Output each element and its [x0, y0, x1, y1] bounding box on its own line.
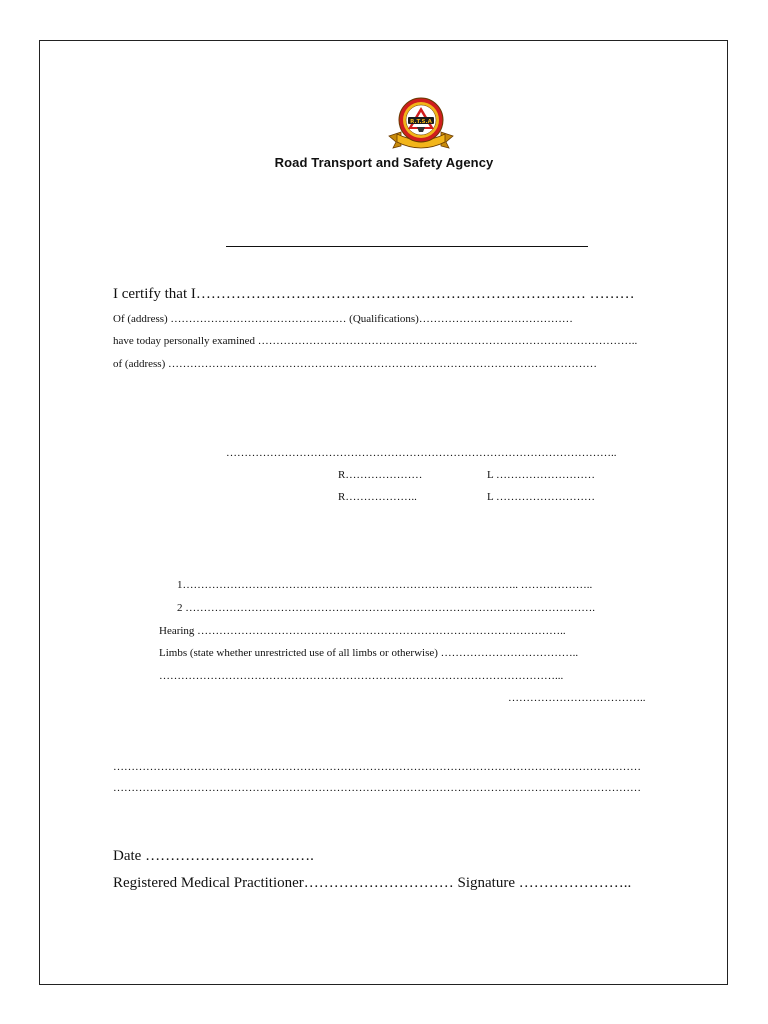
vision-line: …………………………………………………………………………………………….. — [226, 447, 617, 459]
short-line: ……………………………….. — [508, 692, 646, 704]
left-eye-field-1: L ……………………… — [487, 469, 596, 481]
certify-line: I certify that I…………………………………………………………………… ……… — [113, 286, 635, 302]
right-eye-field-2: R……………….. — [338, 491, 417, 503]
item-2-line: 2 …………………………………………………………………………………………………. — [177, 602, 595, 614]
limbs-continuation-line: ………………………………………………………………………………………………... — [159, 670, 564, 682]
practitioner-signature-line: Registered Medical Practitioner………………………… Signature ………………….. — [113, 875, 632, 891]
remarks-line-1: ……………………………………………………………………………………………………………………………… — [113, 761, 641, 773]
patient-address-line: of (address) ……………………………………………………………………………………………………… — [113, 358, 597, 370]
remarks-line-2: ……………………………………………………………………………………………………………………………… — [113, 782, 641, 794]
right-eye-field-1: R………………… — [338, 469, 423, 481]
agency-name: Road Transport and Safety Agency — [274, 155, 494, 170]
page-border — [39, 40, 728, 985]
address-qualifications-line: Of (address) ………………………………………… (Qualifications)…………………………………… — [113, 313, 573, 325]
title-rule — [226, 246, 588, 247]
hearing-line: Hearing ……………………………………………………………………………………….. — [159, 625, 566, 637]
logo-text: R.T.S.A — [410, 119, 432, 125]
date-line: Date ……………………………. — [113, 848, 314, 864]
left-eye-field-2: L ……………………… — [487, 491, 596, 503]
item-1-line: 1……………………………………………………………………………….. ……………….. — [177, 579, 593, 591]
rtsa-logo — [385, 96, 457, 152]
limbs-line: Limbs (state whether unrestricted use of all limbs or otherwise) ……………………………….. — [159, 647, 579, 659]
examined-line: have today personally examined ………………………………………………………………………………………….. — [113, 335, 638, 347]
